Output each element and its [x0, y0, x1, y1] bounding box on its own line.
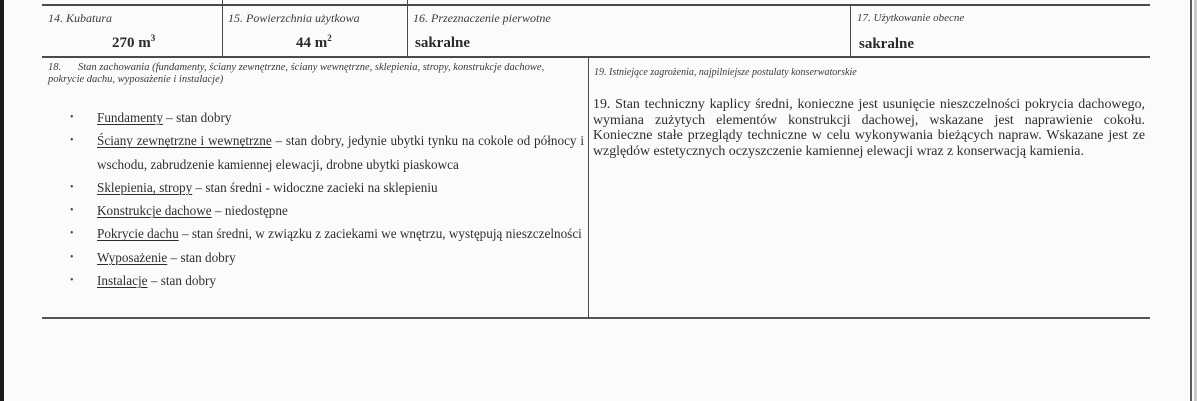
bullet-icon: •: [70, 275, 74, 287]
divider-16-17: [850, 6, 851, 58]
powierzchnia-value: 44 $m^2$: [296, 33, 332, 51]
condition-item-sciany: [62, 129, 584, 176]
table-bottom-rule: [42, 317, 1150, 319]
condition-desc: – stan średni, w związku z zaciekami we wnętrzu, występują nieszczelności: [178, 226, 582, 242]
condition-desc: – stan dobry: [162, 110, 232, 125]
condition-term: Sklepienia, stropy: [97, 179, 193, 195]
condition-item-pokrycie-dachu: [62, 222, 584, 245]
condition-term: Instalacje: [97, 273, 148, 289]
kubatura-label: 14. Kubatura: [48, 11, 113, 25]
condition-term: Fundamenty: [97, 110, 163, 125]
section19-text: 19. Stan techniczny kaplicy średni, konieczne jest usunięcie nieszczelności pokrycia dachowego, wymiana zużytych elementów konstrukcji dachowej, wskazane jest naprawienie cokołu. Konieczne stałe przeglądy techniczne w celu wykonywania bieżących napraw. Wskazane jest ze względów estetycznych oczyszczenie kamiennej elewacji wraz z konserwacją kamienia.: [593, 97, 1145, 159]
powierzchnia-label: 15. Powierzchnia użytkowa: [228, 11, 360, 25]
bullet-icon: •: [70, 135, 74, 147]
bullet-icon: •: [70, 251, 74, 263]
condition-term: Ściany zewnętrzne i wewnętrzne: [97, 133, 272, 149]
condition-term: Konstrukcje dachowe: [97, 203, 212, 219]
condition-item-instalacje: [62, 269, 584, 292]
przeznaczenie-label: 16. Przeznaczenie pierwotne: [413, 11, 551, 25]
divider-18-19: [588, 57, 589, 319]
row1-bottom-rule: [42, 56, 1150, 58]
divider-15-16: [407, 0, 408, 58]
condition-desc: – stan dobry: [147, 273, 217, 289]
kubatura-value: 270 $m^3$: [112, 33, 156, 51]
condition-desc: – stan dobry, jedynie ubytki tynku na cokole od północy i wschodu, zabrudzenie kamiennej elewacji, drobne ubytki piaskowca: [97, 133, 584, 172]
bullet-icon: •: [70, 228, 74, 240]
bullet-icon: •: [70, 181, 74, 193]
uzytkowanie-value: sakralne: [859, 36, 915, 52]
condition-item-fundamenty: [62, 106, 584, 129]
condition-item-sklepienia: [62, 176, 584, 199]
bullet-icon: •: [70, 205, 74, 217]
uzytkowanie-label: 17. Użytkowanie obecne: [857, 12, 965, 24]
przeznaczenie-value: sakralne: [415, 35, 471, 51]
scan-left-edge: [0, 0, 4, 401]
condition-desc: – stan średni - widoczne zacieki na sklepieniu: [192, 179, 438, 195]
condition-item-wyposazenie: [62, 246, 584, 269]
condition-desc: – stan dobry: [167, 249, 236, 265]
section18-label: [48, 62, 578, 86]
condition-desc: – niedostępne: [211, 203, 288, 219]
scan-right-edge: [1190, 0, 1192, 401]
section18-number: 18.: [48, 62, 62, 73]
condition-item-konstrukcje-dachowe: [62, 199, 584, 222]
divider-14-15: [222, 0, 223, 58]
table-top-rule: [42, 4, 1150, 6]
section18-title: Stan zachowania (fundamenty, ściany zewnętrzne, ściany wewnętrzne, sklepienia, stropy, konstrukcje dachowe, pokrycie dachu, wyposażenie i instalacje): [48, 62, 545, 85]
condition-term: Pokrycie dachu: [97, 226, 179, 242]
section19-label: 19. Istniejące zagrożenia, najpilniejsze postulaty konserwatorskie: [594, 67, 857, 78]
condition-list: [62, 106, 584, 292]
condition-term: Wyposażenie: [97, 249, 168, 265]
bullet-icon: •: [70, 112, 74, 123]
